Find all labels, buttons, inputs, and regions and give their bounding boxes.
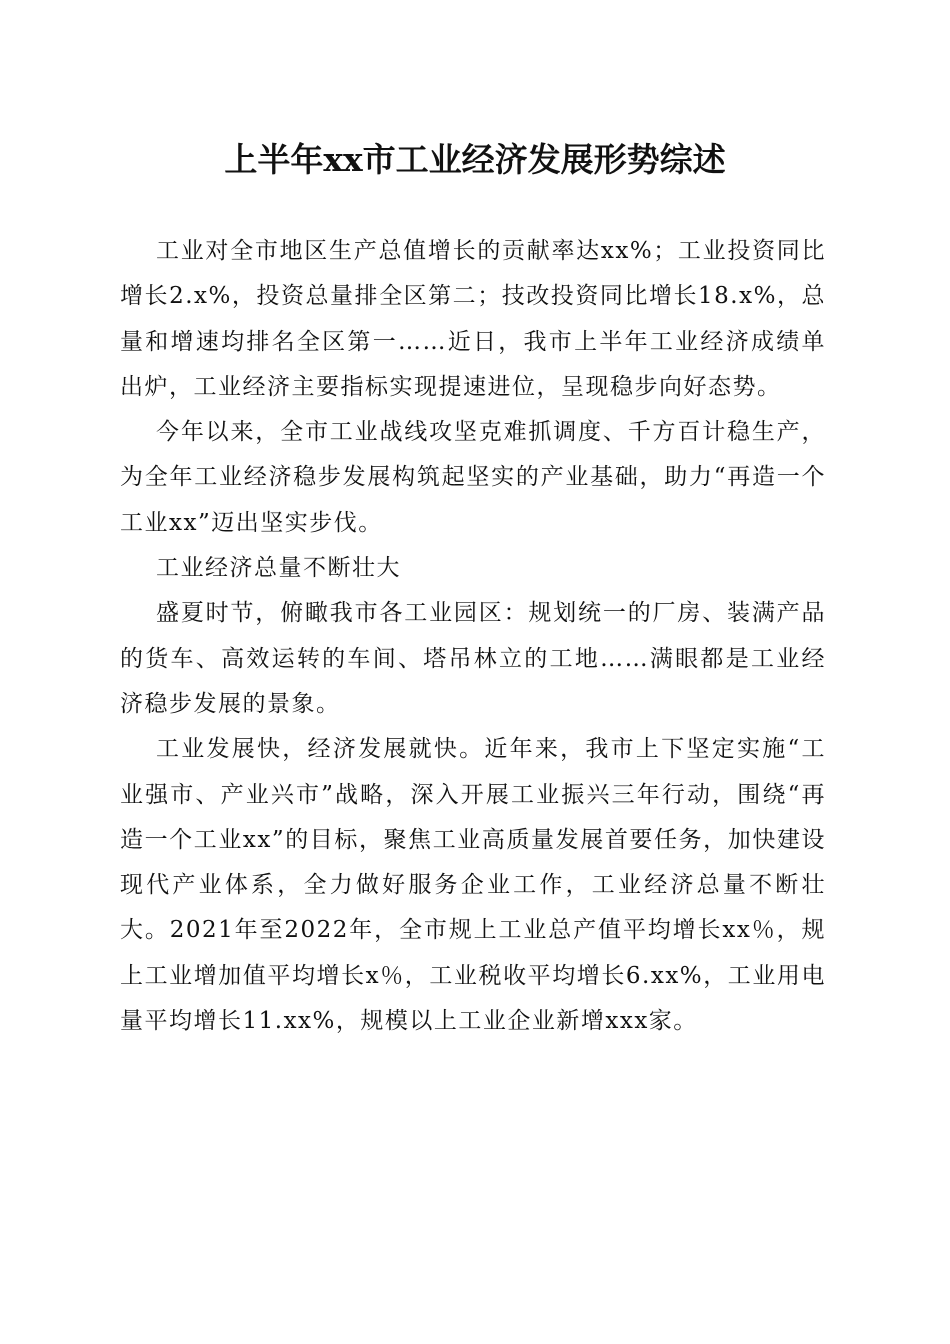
paragraph-overview: 今年以来，全市工业战线攻坚克难抓调度、千方百计稳生产，为全年工业经济稳步发展构筑起坚实的产业基础，助力“再造一个工业xx”迈出坚实步伐。: [120, 419, 826, 536]
document-title: 上半年xx市工业经济发展形势综述: [224, 140, 726, 179]
document-body: [120, 229, 826, 1044]
paragraph-growth: 工业发展快，经济发展就快。近年来，我市上下坚定实施“工业强市、产业兴市”战略，深入开展工业振兴三年行动，围绕“再造一个工业xx”的目标，聚焦工业高质量发展首要任务，加快建设现代产业体系，全力做好服务企业工作，工业经济总量不断壮大。2021年至2022年，全市规上工业总产值平均增长xx％，规上工业增加值平均增长x％，工业税收平均增长6.xx%，工业用电量平均增长11.xx%，规模以上工业企业新增xxx家。: [120, 736, 826, 1035]
section-heading: 工业经济总量不断壮大: [156, 555, 401, 582]
paragraph-scene: 盛夏时节，俯瞰我市各工业园区：规划统一的厂房、装满产品的货车、高效运转的车间、塔吊林立的工地……满眼都是工业经济稳步发展的景象。: [120, 600, 826, 717]
paragraph-intro: 工业对全市地区生产总值增长的贡献率达xx%；工业投资同比增长2.x%，投资总量排全区第二；技改投资同比增长18.x%，总量和增速均排名全区第一……近日，我市上半年工业经济成绩单出炉，工业经济主要指标实现提速进位，呈现稳步向好态势。: [120, 238, 826, 400]
